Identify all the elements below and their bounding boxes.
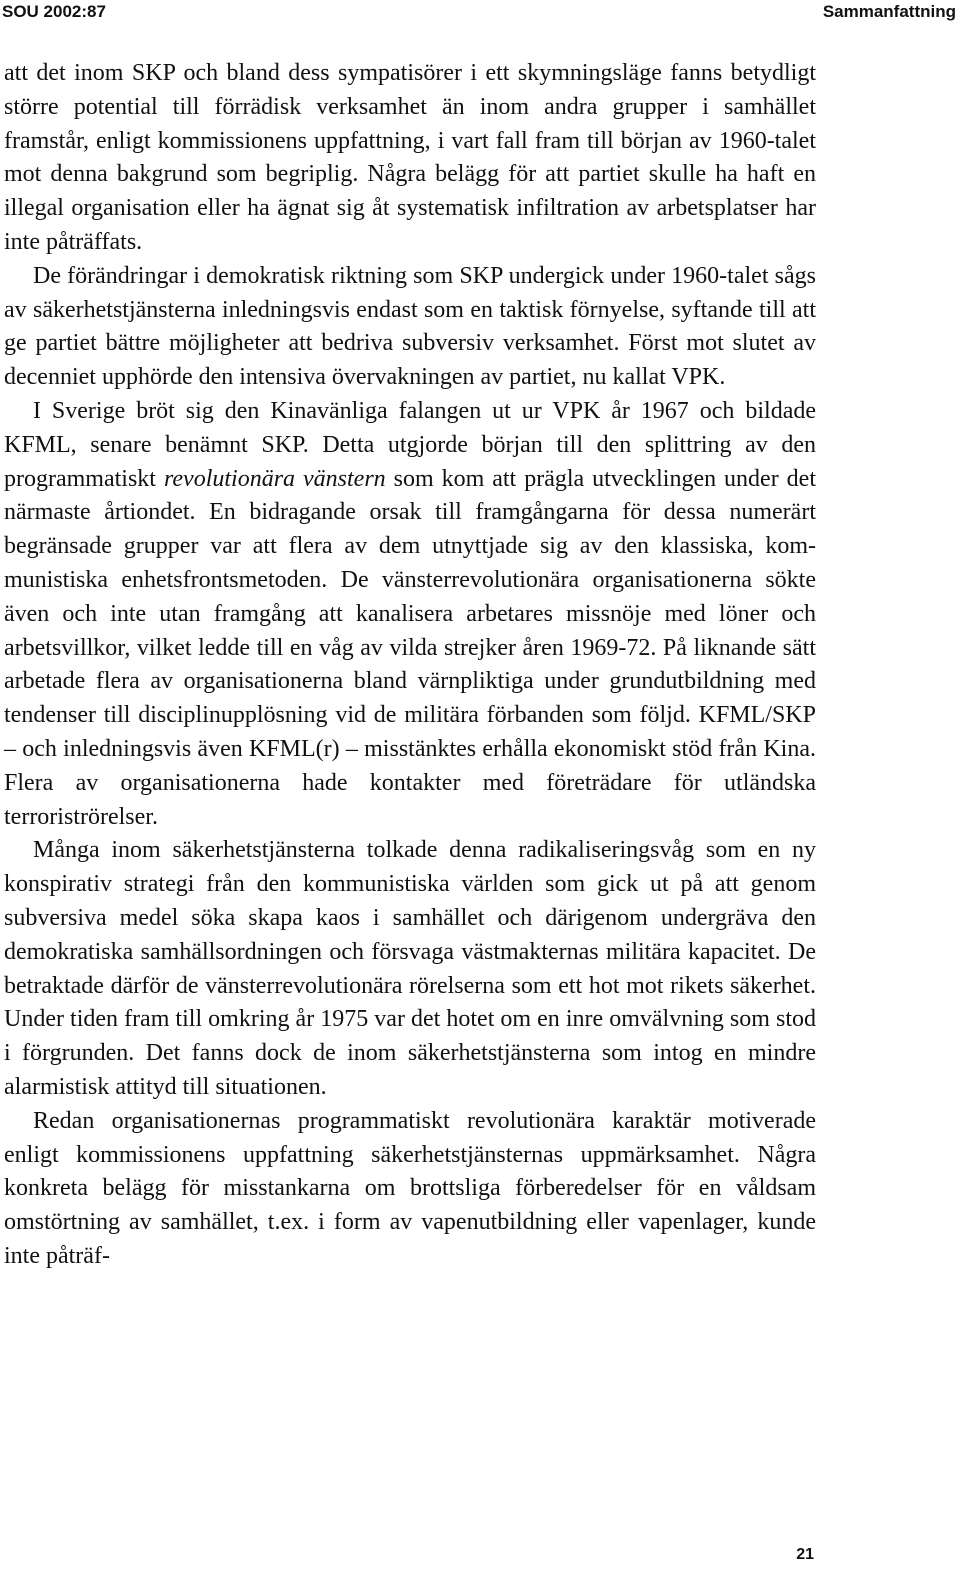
chapter-title: Sammanfattning	[822, 2, 956, 21]
paragraph-text: I Sverige bröt sig den Kinavänliga falangen ut ur VPK år 1967 och bildade KFML, senare benämnt SKP. Detta utgjorde början till den splittring av den programmatiskt	[4, 397, 816, 492]
running-header	[0, 0, 960, 24]
paragraph-2	[4, 260, 816, 395]
italic-term: revolutionära vänstern	[163, 465, 386, 492]
paragraph-1	[4, 57, 816, 260]
paragraph-text: Redan organisationernas programmatiskt revolutionära karaktär motiverade enligt kommissionens uppfattning säkerhetstjänsternas uppmärksamhet. Några konkreta belägg för misstankarna om brottsliga förberedelser för en våldsam omstörtning av samhället, t.ex. i form av vapenutbildning eller vapenlager, kunde inte påträf-	[4, 1107, 816, 1269]
paragraph-text: att det inom SKP och bland dess sympatisörer i ett skymningsläge fanns betydligt större potential till förrädisk verksamhet än inom andra grupper i samhället framstår, enligt kommissionens uppfattning, i vart fall fram till början av 1960-talet mot denna bakgrund som begriplig. Några belägg för att partiet skulle ha haft en illegal organisation eller ha ägnat sig åt systematisk infiltration av arbetsplatser har inte påträffats.	[4, 60, 816, 255]
body-text	[4, 57, 816, 1274]
document-reference: SOU 2002:87	[2, 2, 106, 21]
paragraph-text: Många inom säkerhetstjänsterna tolkade denna radikaliseringsvåg som en ny konspirativ strategi från den kommunistiska världen som gick ut på att genom subversiva medel söka skapa kaos i samhället och därigenom undergräva den demokratiska samhällsordningen och försvaga västmakternas militära kapacitet. De betraktade därför de vänsterrevolutionära rörelserna som ett hot mot rikets säkerhet. Under tiden fram till omkring år 1975 var det hotet om en inre omvälvning som stod i förgrunden. Det fanns dock de inom säkerhetstjänsterna som intog en mindre alarmistisk attityd till situationen.	[4, 837, 816, 1100]
paragraph-4	[4, 834, 816, 1104]
paragraph-3	[4, 395, 816, 834]
paragraph-text: De förändringar i demokratisk riktning som SKP undergick under 1960-talet sågs av säkerhetstjänsterna inledningsvis endast som en taktisk förnyelse, syftande till att ge partiet bättre möjligheter att bedriva subversiv verksamhet. Först mot slutet av decenniet upphörde den intensiva övervakningen av partiet, nu kallat VPK.	[4, 262, 816, 391]
paragraph-5	[4, 1105, 816, 1274]
page-number: 21	[796, 1546, 814, 1563]
paragraph-text: som kom att prägla utvecklingen under det närmaste årtiondet. En bidragande orsak till framgångarna för dessa numerärt begränsade grupper var att flera av dem utnyttjade sig av den klassiska, kommunistiska enhetsfrontsmetoden. De vänsterrevolutionära organisationerna sökte även och inte utan framgång att kanalisera arbetares missnöje med löner och arbetsvillkor, vilket ledde till en våg av vilda strejker åren 1969-72. På liknande sätt arbetade flera av organisationerna bland värnpliktiga under grundutbildning med tendenser till disciplinupplösning vid de militära förbanden som följd. KFML/SKP – och inledningsvis även KFML(r) – misstänktes erhålla ekonomiskt stöd från Kina. Flera av organisationerna hade kontakter med företrädare för utländska terroriströrelser.	[4, 465, 816, 830]
